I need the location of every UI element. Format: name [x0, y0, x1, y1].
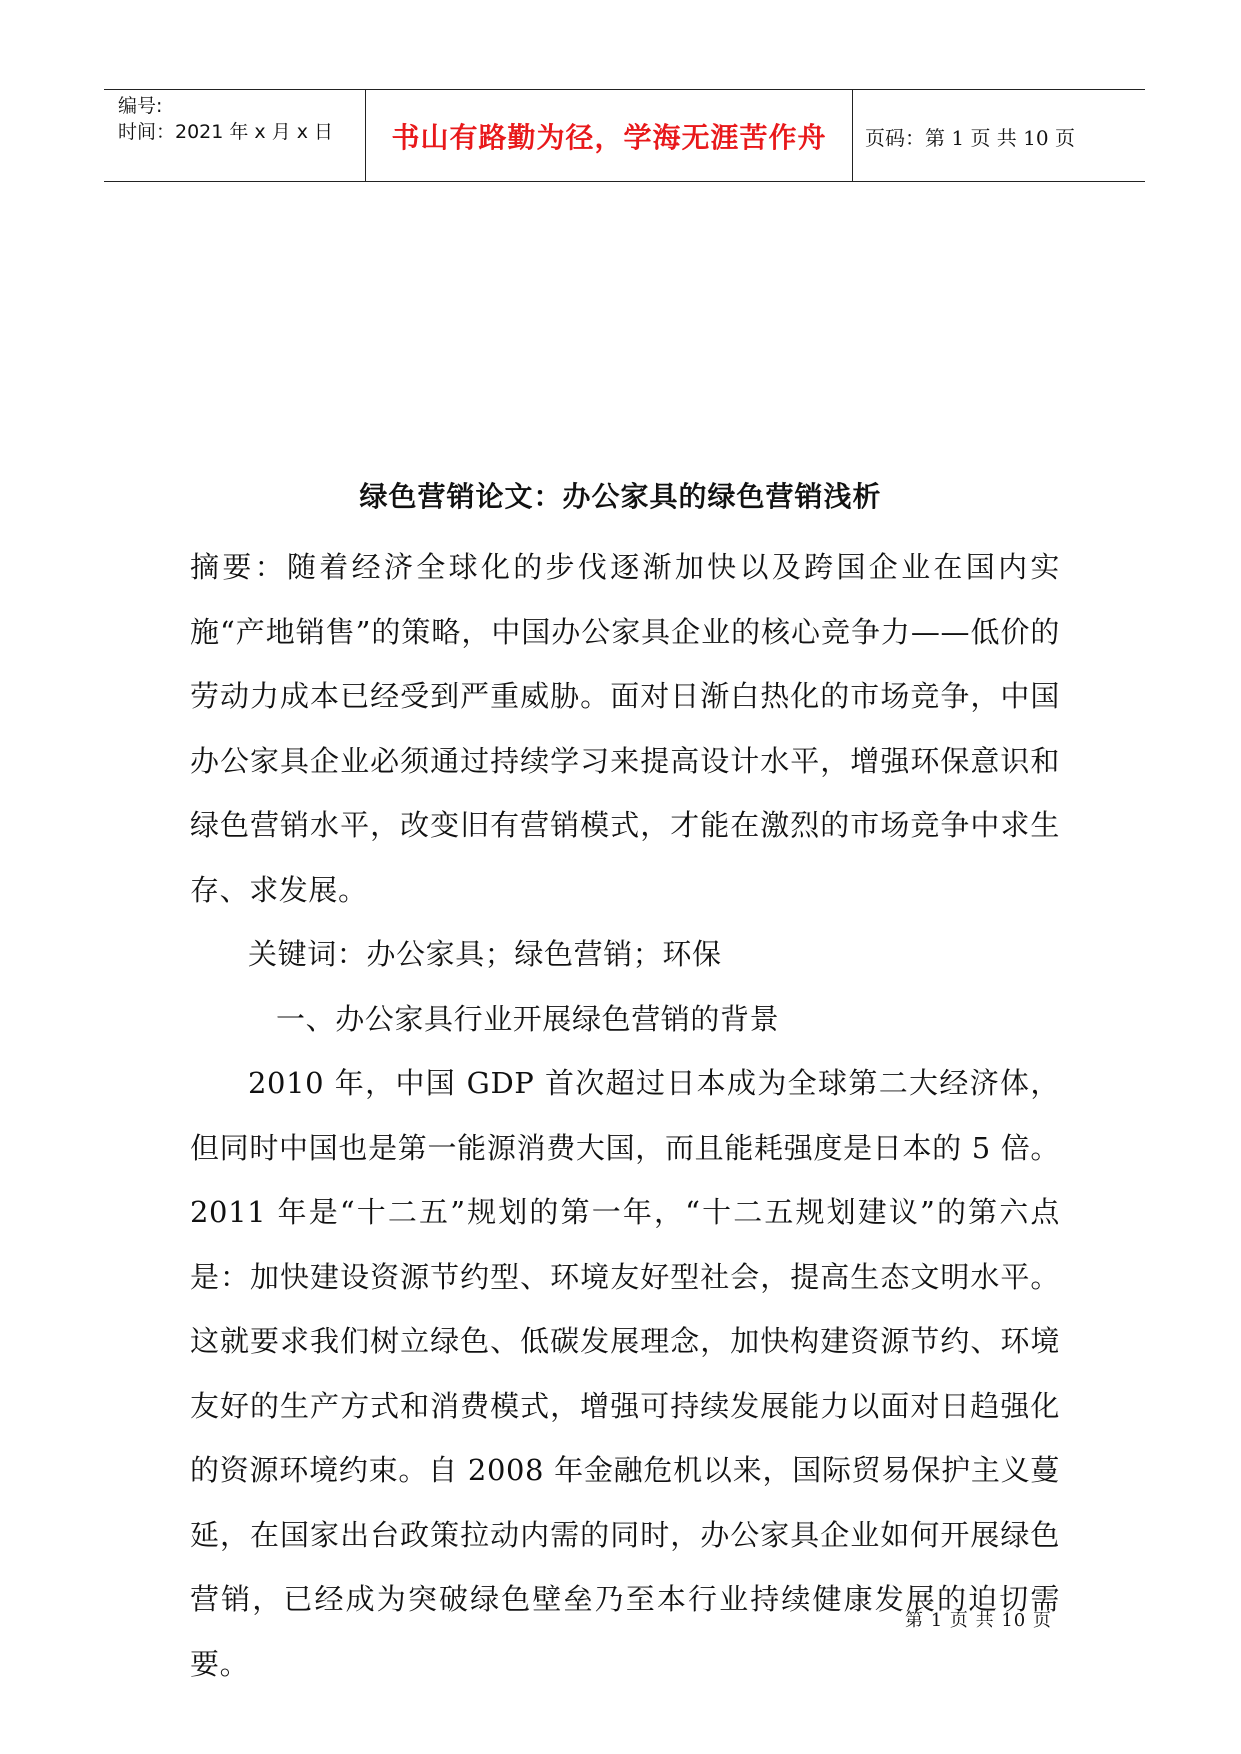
page-footer: 第 1 页 共 10 页	[905, 1610, 1052, 1631]
time-label: 时间：2021 年 x 月 x 日	[118, 121, 334, 143]
abstract-paragraph: 摘要：随着经济全球化的步伐逐渐加快以及跨国企业在国内实施“产地销售”的策略，中国办公家具企业的核心竞争力——低价的劳动力成本已经受到严重威胁。面对日渐白热化的市场竞争，中国办公家具企业必须通过持续学习来提高设计水平，增强环保意识和绿色营销水平，改变旧有营销模式，才能在激烈的市场竞争中求生存、求发展。	[190, 550, 1060, 907]
page-info: 页码：第 1 页 共 10 页	[865, 126, 1075, 150]
header-motto-cell	[366, 90, 853, 181]
header-meta-cell	[104, 90, 366, 181]
document-body	[190, 535, 1060, 1696]
header-page-cell	[853, 90, 1145, 181]
body-paragraph: 2010 年，中国 GDP 首次超过日本成为全球第二大经济体，但同时中国也是第一能源消费大国，而且能耗强度是日本的 5 倍。2011 年是“十二五”规划的第一年，“十二五规划建议”的第六点是：加快建设资源节约型、环境友好型社会，提高生态文明水平。这就要求我们树立绿色、低碳发展理念，加快构建资源节约、环境友好的生产方式和消费模式，增强可持续发展能力以面对日趋强化的资源环境约束。自 2008 年金融危机以来，国际贸易保护主义蔓延，在国家出台政策拉动内需的同时，办公家具企业如何开展绿色营销，已经成为突破绿色壁垒乃至本行业持续健康发展的迫切需要。	[190, 1066, 1060, 1681]
keywords-line: 关键词：办公家具；绿色营销；环保	[248, 937, 722, 971]
serial-number-label: 编号:	[118, 95, 163, 117]
motto: 书山有路勤为径，学海无涯苦作舟	[391, 121, 827, 154]
document-header	[104, 89, 1145, 182]
document-title: 绿色营销论文：办公家具的绿色营销浅析	[359, 480, 882, 513]
section-heading: 一、办公家具行业开展绿色营销的背景	[276, 1001, 780, 1036]
